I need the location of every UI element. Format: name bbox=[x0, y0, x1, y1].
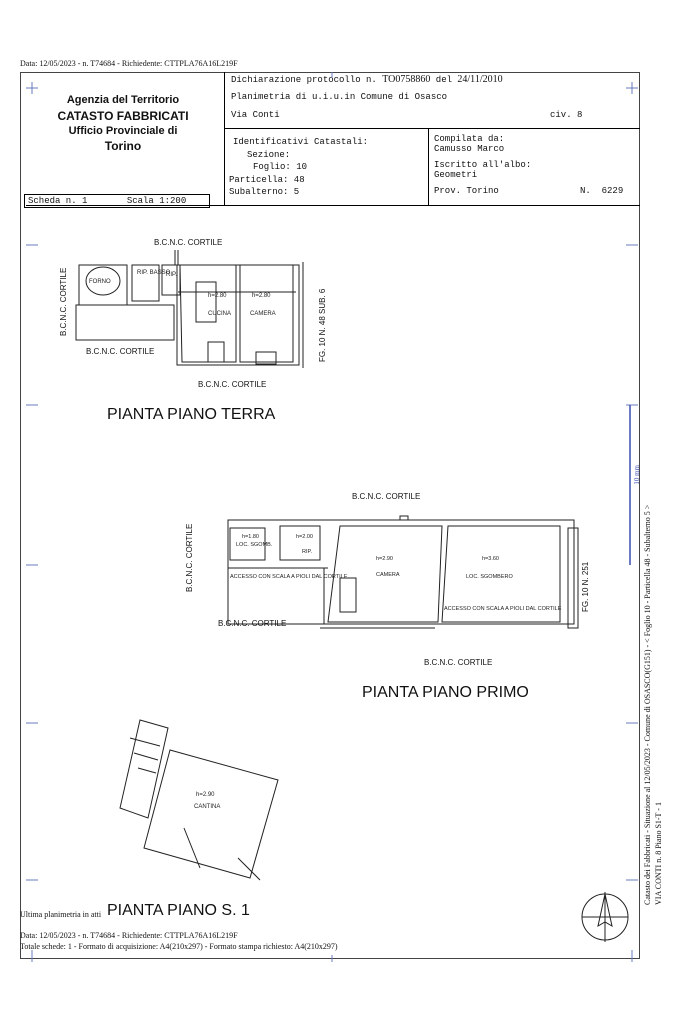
identifiers-subalterno: Subalterno: 5 bbox=[229, 187, 300, 197]
ff-room-sgombero: LOC. SGOMBERO bbox=[466, 574, 513, 580]
gf-inner-label: B.C.N.C. CORTILE bbox=[86, 347, 155, 356]
gf-bottom-label: B.C.N.C. CORTILE bbox=[198, 380, 267, 389]
bs-room-cantina: CANTINA bbox=[194, 804, 221, 810]
compiler-name: Camusso Marco bbox=[434, 144, 505, 154]
ff-bottom-label: B.C.N.C. CORTILE bbox=[424, 658, 493, 667]
agency-name: Agenzia del Territorio bbox=[66, 94, 180, 106]
top-stamp: Data: 12/05/2023 - n. T74684 - Richiedente: CTTPLA76A16L219F bbox=[20, 59, 238, 68]
street: Via Conti bbox=[231, 110, 280, 120]
gf-top-label: B.C.N.C. CORTILE bbox=[154, 238, 223, 247]
identifiers-sezione: Sezione: bbox=[247, 149, 291, 160]
plan-title: Planimetria di u.i.u.in Comune di Osasco bbox=[231, 92, 448, 102]
ff-room-h4: h=3.60 bbox=[482, 556, 499, 562]
agency-office: Ufficio Provinciale di bbox=[68, 125, 178, 137]
ff-room-loc: LOC. SGOMB. bbox=[236, 542, 273, 548]
ff-inner-label: B.C.N.C. CORTILE bbox=[218, 619, 287, 628]
civic-number: civ. 8 bbox=[550, 110, 583, 120]
declaration-number: TO0758860 bbox=[382, 74, 431, 85]
basement-title: PIANTA PIANO S. 1 bbox=[107, 902, 250, 919]
north-arrow-icon bbox=[578, 890, 634, 946]
ff-room-rip: RIP. bbox=[302, 549, 312, 555]
compiler-n-label: N. bbox=[580, 186, 591, 196]
albo-label: Iscritto all'albo: bbox=[434, 160, 532, 170]
gf-room-camera: CAMERA bbox=[250, 311, 276, 317]
side-vertical-text bbox=[642, 455, 668, 905]
bs-room-h: h=2.90 bbox=[196, 792, 215, 798]
compiler-label: Compilata da: bbox=[434, 134, 505, 144]
albo-value: Geometri bbox=[434, 170, 478, 180]
gf-room-cucina: CUCINA bbox=[208, 311, 232, 317]
scheda-number: Scheda n. 1 bbox=[28, 196, 88, 206]
identifiers-particella: Particella: 48 bbox=[229, 174, 305, 185]
footer-line1: Data: 12/05/2023 - n. T74684 - Richiedente: CTTPLA76A16L219F bbox=[20, 931, 238, 940]
declaration-del: del bbox=[435, 75, 452, 85]
compiler-province: Prov. Torino bbox=[434, 186, 499, 196]
ff-room-h2: h=2.00 bbox=[296, 534, 313, 540]
ff-top-label: B.C.N.C. CORTILE bbox=[352, 492, 421, 501]
first-floor-plan bbox=[180, 488, 600, 668]
first-floor-title: PIANTA PIANO PRIMO bbox=[362, 684, 529, 701]
side-text-line2: VIA CONTI n. 8 Piano S1-T - 1 bbox=[654, 802, 663, 905]
last-plan-note: Ultima planimetria in atti bbox=[20, 910, 102, 919]
side-text-line1: Catasto dei Fabbricati - Situazione al 12/05/2023 - Comune di OSASCO(G151) - < Foglio 10 - Particella 48 - Subalterno 5 > bbox=[643, 504, 652, 905]
compiler-n-value: 6229 bbox=[601, 186, 624, 196]
ff-access-left: ACCESSO CON SCALA A PIOLI DAL CORTILE bbox=[230, 574, 348, 580]
side-stamp: 10 mm bbox=[633, 465, 641, 485]
ground-floor-plan bbox=[50, 232, 340, 392]
gf-room-h2: h=2.80 bbox=[252, 293, 271, 299]
basement-plan bbox=[100, 708, 300, 888]
scheda-scale: Scala 1:200 bbox=[126, 196, 187, 206]
agency-catasto: CATASTO FABBRICATI bbox=[57, 109, 189, 123]
gf-right-label: FG. 10 N. 48 SUB. 6 bbox=[318, 288, 327, 362]
identifiers-heading: Identificativi Catastali: bbox=[233, 137, 369, 147]
agency-city: Torino bbox=[104, 139, 142, 153]
ff-right-label: FG. 10 N. 251 bbox=[581, 561, 590, 612]
gf-left-label: B.C.N.C. CORTILE bbox=[59, 267, 68, 336]
gf-room-forno: FORNO bbox=[89, 279, 111, 285]
ff-room-h1: h=1.80 bbox=[242, 534, 259, 540]
footer-line2: Totale schede: 1 - Formato di acquisizione: A4(210x297) - Formato stampa richiesto: A4(210x297) bbox=[20, 942, 338, 951]
ff-room-camera: CAMERA bbox=[376, 572, 400, 578]
ground-floor-title: PIANTA PIANO TERRA bbox=[107, 406, 276, 423]
gf-room-h1: h=2.80 bbox=[208, 293, 227, 299]
gf-room-rip: RIP. bbox=[166, 272, 177, 278]
ff-room-h3: h=2.90 bbox=[376, 556, 393, 562]
ff-access-right: ACCESSO CON SCALA A PIOLI DAL CORTILE bbox=[444, 606, 562, 612]
declaration-label: Dichiarazione protocollo n. bbox=[231, 75, 377, 85]
ff-left-label: B.C.N.C. CORTILE bbox=[185, 523, 194, 592]
identifiers-foglio: Foglio: 10 bbox=[253, 162, 308, 172]
declaration-date: 24/11/2010 bbox=[457, 74, 503, 85]
gf-room-rip-basso: RIP. BASSO bbox=[137, 270, 171, 276]
